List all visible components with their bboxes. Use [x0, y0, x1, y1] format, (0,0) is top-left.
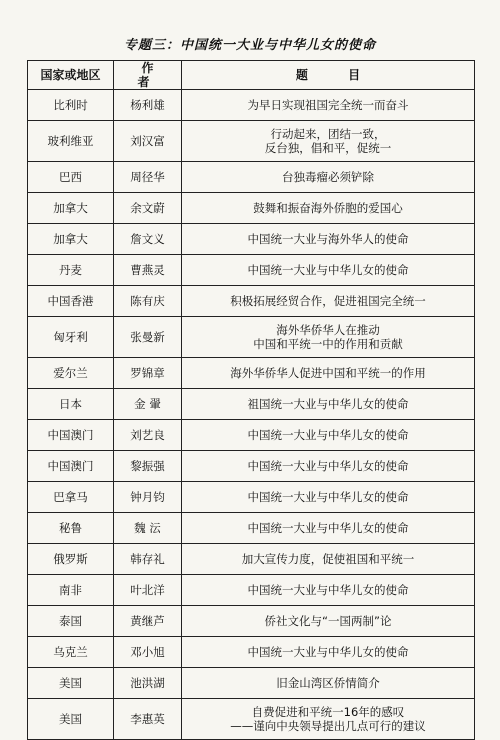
cell-author: 钟月钧 — [114, 482, 182, 513]
cell-title-line: 中国统一大业与海外华人的使命 — [247, 232, 409, 246]
document-title: 专题三：中国统一大业与中华儿女的使命 — [123, 38, 376, 53]
cell-title-line: 祖国统一大业与中华儿女的使命 — [247, 397, 409, 411]
cell-author: 刘汉富 — [114, 121, 182, 162]
cell-country: 玻利维亚 — [28, 121, 114, 162]
cell-title-line: 中国统一大业与中华儿女的使命 — [247, 521, 409, 535]
cell-author: 罗锦章 — [114, 358, 182, 389]
cell-country: 乌克兰 — [28, 637, 114, 668]
cell-title-line: ——谨向中央领导提出几点可行的建议 — [230, 719, 426, 733]
cell-title — [182, 121, 475, 162]
cell-title — [182, 544, 475, 575]
table-row — [28, 637, 475, 668]
cell-title — [182, 482, 475, 513]
table-row — [28, 255, 475, 286]
cell-title — [182, 513, 475, 544]
cell-title-line: 中国统一大业与中华儿女的使命 — [247, 490, 409, 504]
cell-title — [182, 162, 475, 193]
cell-country: 加拿大 — [28, 193, 114, 224]
cell-country: 南非 — [28, 575, 114, 606]
cell-country: 美国 — [28, 668, 114, 699]
cell-title — [182, 317, 475, 358]
table-header-row — [28, 61, 475, 90]
cell-author: 邓小旭 — [114, 637, 182, 668]
cell-author: 黎振强 — [114, 451, 182, 482]
cell-title-line: 海外华侨华人促进中国和平统一的作用 — [230, 366, 426, 380]
table-row — [28, 358, 475, 389]
cell-author: 余文蔚 — [114, 193, 182, 224]
cell-country: 中国澳门 — [28, 420, 114, 451]
cell-title — [182, 699, 475, 740]
table-row — [28, 121, 475, 162]
cell-country: 爱尔兰 — [28, 358, 114, 389]
cell-author: 金 翬 — [114, 389, 182, 420]
cell-author: 韩存礼 — [114, 544, 182, 575]
cell-title-line: 中国统一大业与中华儿女的使命 — [247, 263, 409, 277]
cell-title-line: 海外华侨华人在推动 — [276, 323, 380, 337]
cell-title — [182, 606, 475, 637]
table-row — [28, 193, 475, 224]
cell-country: 美国 — [28, 699, 114, 740]
table-row — [28, 606, 475, 637]
cell-title — [182, 389, 475, 420]
cell-author: 周径华 — [114, 162, 182, 193]
cell-country: 秘鲁 — [28, 513, 114, 544]
cell-title-line: 反台独，倡和平，促统一 — [264, 141, 392, 155]
cell-title-line: 加大宣传力度，促使祖国和平统一 — [241, 552, 415, 566]
cell-country: 比利时 — [28, 90, 114, 121]
cell-country: 泰国 — [28, 606, 114, 637]
table-row — [28, 224, 475, 255]
cell-title-line: 行动起来，团结一致， — [270, 127, 386, 141]
cell-country: 俄罗斯 — [28, 544, 114, 575]
table-row — [28, 451, 475, 482]
cell-title — [182, 224, 475, 255]
cell-title — [182, 358, 475, 389]
cell-title-line: 侨社文化与“一国两制”论 — [264, 614, 392, 628]
table-row — [28, 90, 475, 121]
cell-country: 日本 — [28, 389, 114, 420]
table-row — [28, 482, 475, 513]
cell-author: 张曼新 — [114, 317, 182, 358]
table-row — [28, 162, 475, 193]
cell-title-line: 鼓舞和振奋海外侨胞的爱国心 — [253, 201, 403, 215]
table-row — [28, 699, 475, 740]
cell-title — [182, 286, 475, 317]
cell-title-line: 自费促进和平统一16年的感叹 — [251, 705, 405, 719]
cell-title — [182, 451, 475, 482]
table-row — [28, 286, 475, 317]
cell-title-line: 旧金山湾区侨情简介 — [276, 676, 380, 690]
table-row — [28, 389, 475, 420]
table-row — [28, 668, 475, 699]
cell-title-line: 台独毒瘤必须铲除 — [282, 170, 374, 184]
header-country: 国家或地区 — [28, 61, 114, 90]
cell-author: 魏 沄 — [114, 513, 182, 544]
cell-title — [182, 90, 475, 121]
cell-author: 杨利雄 — [114, 90, 182, 121]
cell-title-line: 中国统一大业与中华儿女的使命 — [247, 428, 409, 442]
table-row — [28, 420, 475, 451]
table-row — [28, 513, 475, 544]
cell-title-line: 积极拓展经贸合作，促进祖国完全统一 — [230, 294, 426, 308]
cell-author: 曹燕灵 — [114, 255, 182, 286]
cell-country: 巴西 — [28, 162, 114, 193]
author-table — [27, 60, 475, 740]
cell-country: 中国澳门 — [28, 451, 114, 482]
cell-title-line: 中国统一大业与中华儿女的使命 — [247, 645, 409, 659]
cell-title-line: 中国统一大业与中华儿女的使命 — [247, 583, 409, 597]
cell-country: 丹麦 — [28, 255, 114, 286]
cell-title-line: 中国和平统一中的作用和贡献 — [253, 337, 403, 351]
cell-author: 刘艺良 — [114, 420, 182, 451]
header-author: 作 者 — [114, 61, 182, 90]
cell-author: 李惠英 — [114, 699, 182, 740]
cell-title — [182, 193, 475, 224]
cell-title-line: 为早日实现祖国完全统一而奋斗 — [247, 98, 409, 112]
cell-country: 中国香港 — [28, 286, 114, 317]
cell-country: 加拿大 — [28, 224, 114, 255]
table-row — [28, 575, 475, 606]
cell-title — [182, 420, 475, 451]
cell-author: 陈有庆 — [114, 286, 182, 317]
table-row — [28, 544, 475, 575]
header-title: 题 目 — [182, 61, 475, 90]
cell-country: 巴拿马 — [28, 482, 114, 513]
cell-author: 池洪湖 — [114, 668, 182, 699]
cell-title-line: 中国统一大业与中华儿女的使命 — [247, 459, 409, 473]
cell-title — [182, 255, 475, 286]
table-row — [28, 317, 475, 358]
cell-author: 詹文义 — [114, 224, 182, 255]
cell-country: 匈牙利 — [28, 317, 114, 358]
cell-author: 叶北洋 — [114, 575, 182, 606]
cell-author: 黄继芦 — [114, 606, 182, 637]
cell-title — [182, 668, 475, 699]
table-body — [28, 90, 475, 740]
cell-title — [182, 637, 475, 668]
cell-title — [182, 575, 475, 606]
